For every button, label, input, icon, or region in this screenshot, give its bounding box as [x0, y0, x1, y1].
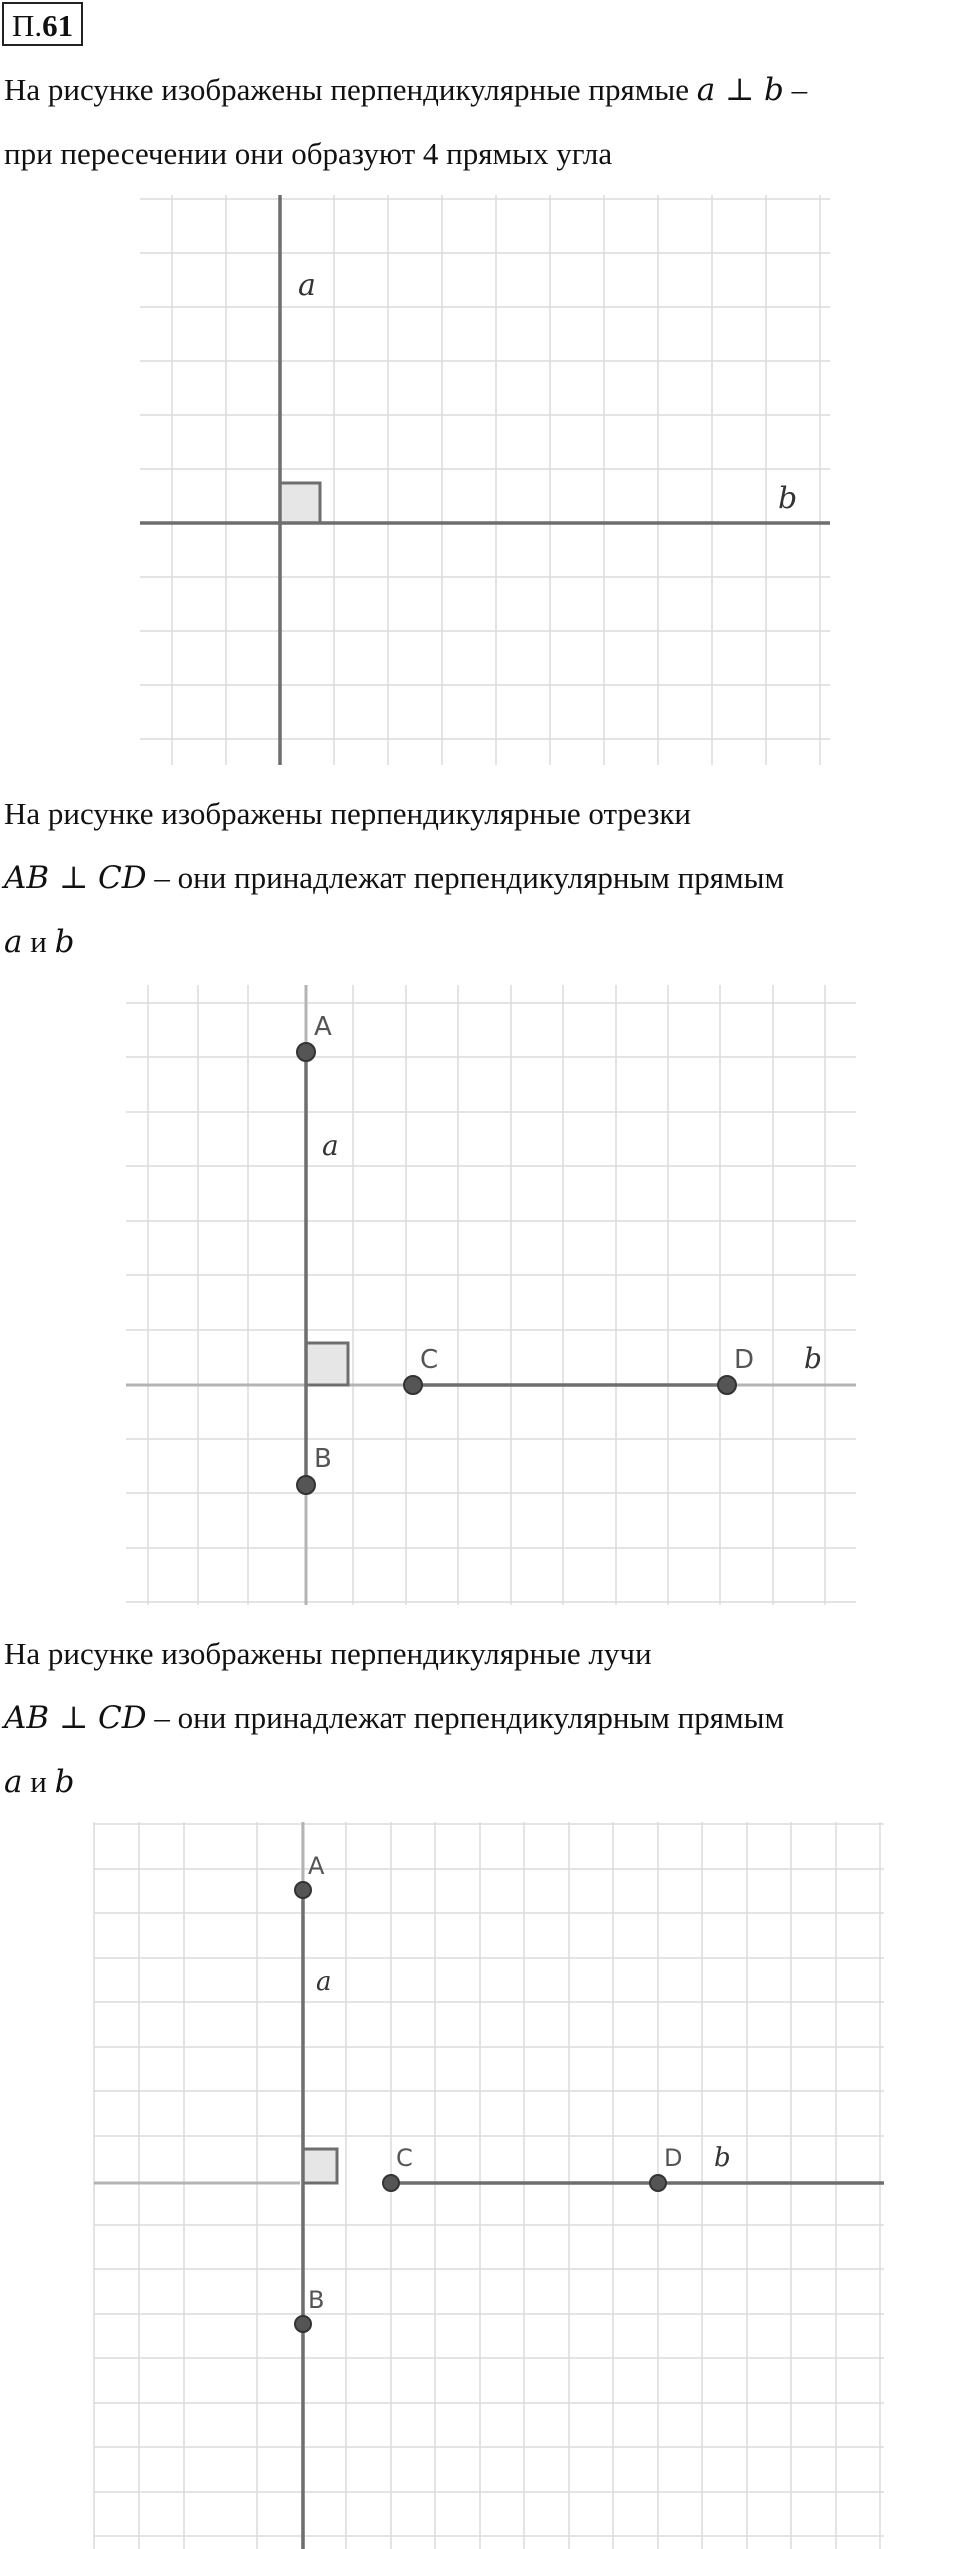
section2-line1: На рисунке изображены перпендикулярные отрезки — [4, 796, 691, 831]
grid — [94, 1822, 884, 2549]
figure-perpendicular-lines — [140, 195, 830, 765]
point-c — [404, 1376, 422, 1394]
section3-line1: На рисунке изображены перпендикулярные лучи — [4, 1636, 652, 1671]
section3-line3 — [4, 1750, 74, 1814]
section2-line3-and: и — [22, 924, 55, 959]
point-d-label: D — [664, 2144, 683, 2172]
point-a — [297, 1043, 315, 1061]
section1-line1 — [4, 58, 807, 122]
grid — [140, 195, 830, 765]
section2-line2-text: – они принадлежат перпендикулярным прямым — [146, 860, 785, 895]
point-d — [718, 1376, 736, 1394]
point-b — [295, 2316, 311, 2332]
section1-line2: при пересечении они образуют 4 прямых угла — [4, 136, 613, 171]
section2-line3-a: a — [4, 924, 23, 960]
section1-line1-math: a ⊥ b — [696, 72, 784, 108]
problem-number: 61 — [42, 8, 74, 43]
point-b-label: B — [308, 2286, 325, 2314]
grid — [126, 985, 856, 1605]
problem-prefix: П. — [12, 8, 43, 43]
label-b: b — [714, 2143, 731, 2173]
point-d-label: D — [734, 1345, 755, 1375]
point-c-label: C — [396, 2144, 413, 2172]
section3-line2 — [4, 1686, 784, 1750]
label-b: b — [804, 1342, 822, 1375]
label-a: a — [316, 1967, 332, 1997]
point-c — [383, 2175, 399, 2191]
point-b — [297, 1476, 315, 1494]
point-a — [295, 1882, 311, 1898]
point-b-label: B — [314, 1444, 332, 1474]
figure-perpendicular-rays — [94, 1822, 884, 2549]
section3-line2-math: AB ⊥ CD — [4, 1700, 147, 1736]
section3-line2-text: – они принадлежат перпендикулярным прямым — [146, 1700, 785, 1735]
label-a: a — [298, 268, 316, 303]
label-a: a — [322, 1129, 339, 1162]
right-angle-marker — [306, 1343, 348, 1385]
figure-perpendicular-segments — [126, 985, 856, 1605]
right-angle-marker — [303, 2149, 337, 2183]
point-c-label: C — [420, 1345, 439, 1375]
problem-number-badge — [2, 2, 83, 46]
section1-line1-tail: – — [783, 72, 808, 107]
section2-line3 — [4, 910, 74, 974]
section2-line2 — [4, 846, 784, 910]
section3-line3-b: b — [54, 1764, 75, 1800]
section3-line3-and: и — [22, 1764, 55, 1799]
section1-line1-text: На рисунке изображены перпендикулярные прямые — [4, 72, 697, 107]
section2-line2-math: AB ⊥ CD — [4, 860, 147, 896]
section2-line3-b: b — [54, 924, 75, 960]
label-b: b — [778, 481, 798, 516]
point-d — [650, 2175, 666, 2191]
point-a-label: A — [314, 1012, 332, 1042]
section3-line3-a: a — [4, 1764, 23, 1800]
point-a-label: A — [308, 1852, 325, 1880]
right-angle-marker — [280, 483, 320, 523]
